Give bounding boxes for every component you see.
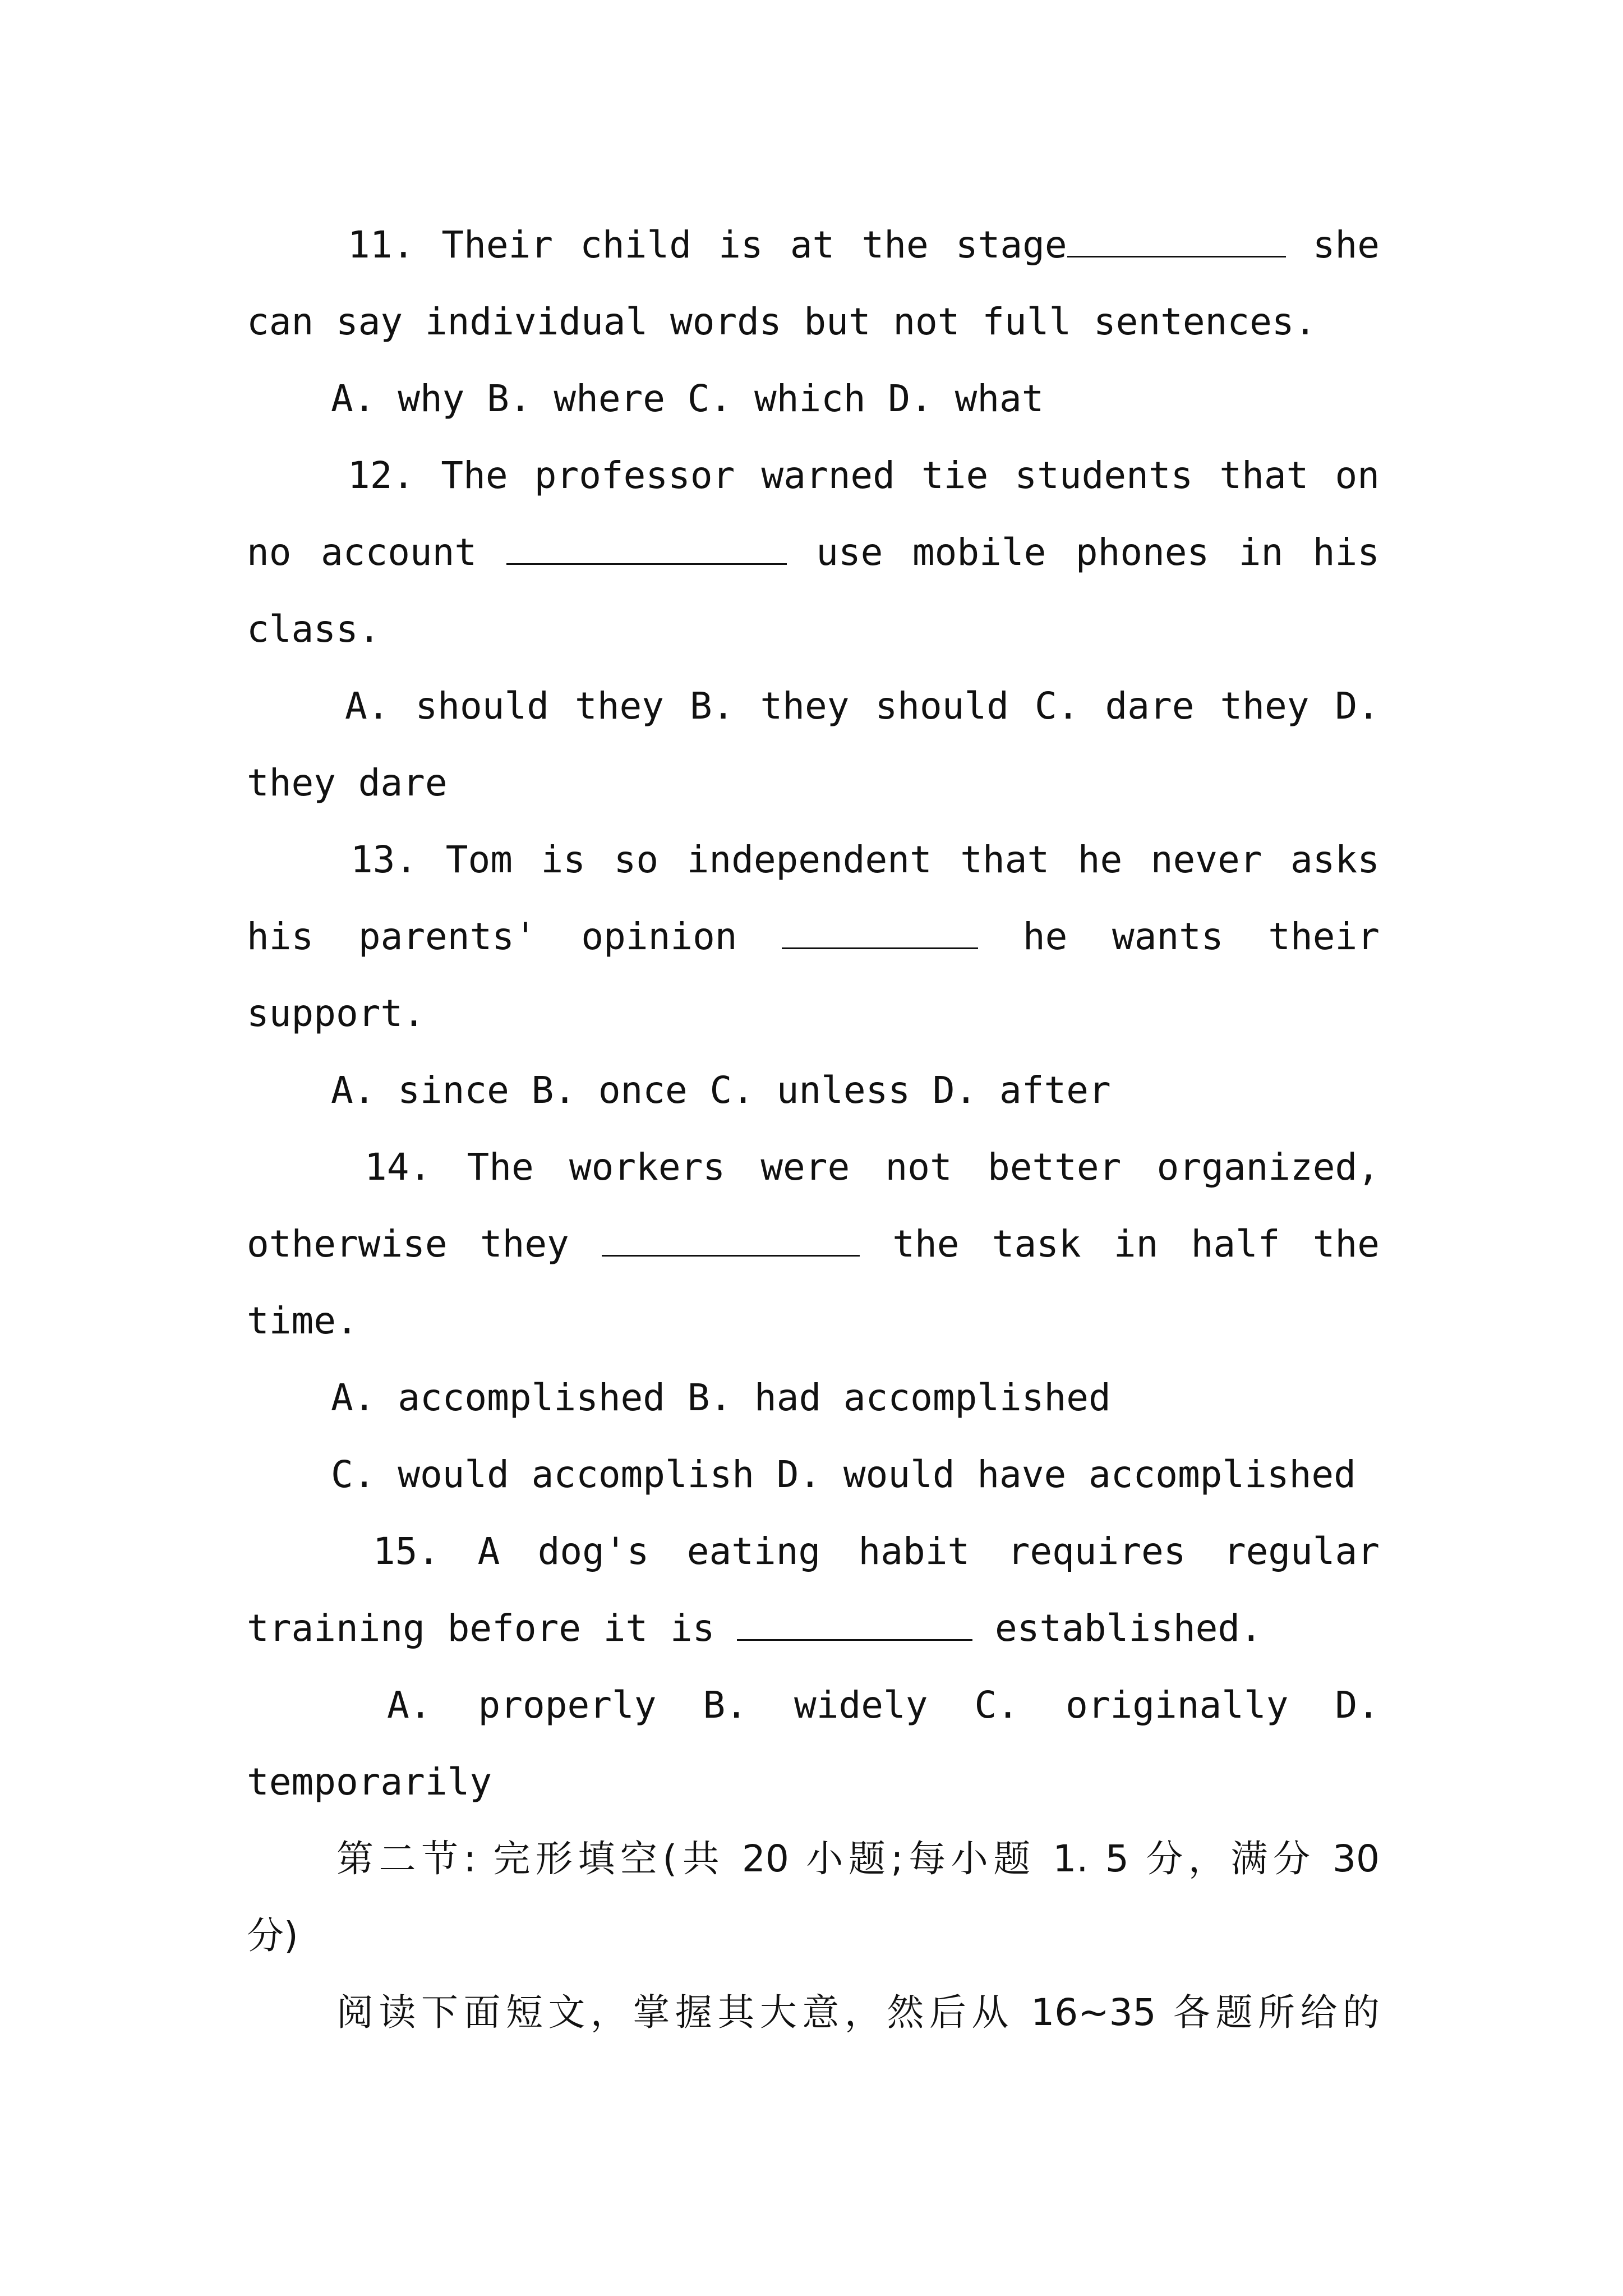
question-14-line-2 — [247, 1205, 1380, 1282]
question-13-line-3: support. — [247, 992, 425, 1035]
question-14-stem-start: otherwise they — [247, 1222, 569, 1266]
question-13-line-1 — [247, 821, 1380, 898]
question-13-line-2 — [247, 898, 1380, 975]
question-14-number: 14. — [365, 1145, 432, 1189]
question-12-stem-start: no account — [247, 531, 477, 574]
question-12-blank[interactable] — [506, 531, 787, 565]
section-2-heading-line-1: 第二节: 完形填空(共 20 小题;每小题 1. 5 分，满分 30 — [336, 1837, 1380, 1880]
question-15-blank[interactable] — [737, 1607, 972, 1641]
question-11-line-1 — [247, 206, 1380, 283]
question-15-options-line-2: temporarily — [247, 1760, 492, 1803]
question-14-line-1 — [247, 1129, 1380, 1205]
question-12-options-line-2: they dare — [247, 761, 448, 804]
question-14-stem-end: the task in half the — [892, 1222, 1380, 1266]
question-15-stem-end: established. — [994, 1607, 1262, 1650]
question-12-stem-line-1: The professor warned tie students that on — [441, 454, 1380, 497]
question-14-blank[interactable] — [602, 1222, 860, 1257]
question-12-stem-end: use mobile phones in his — [816, 531, 1380, 574]
question-15-options-line-1: A. properly B. widely C. originally D. — [387, 1683, 1380, 1727]
question-15-stem-start: training before it is — [247, 1607, 715, 1650]
question-11-blank[interactable] — [1067, 223, 1286, 257]
question-12-line-2 — [247, 514, 1380, 591]
question-15-stem-line-1: A dog's eating habit requires regular — [477, 1530, 1380, 1573]
question-15-number: 15. — [373, 1530, 440, 1573]
question-13-stem-line-1: Tom is so independent that he never asks — [445, 838, 1380, 881]
question-12-number: 12. — [348, 454, 415, 497]
question-13-number: 13. — [351, 838, 418, 881]
question-11-number: 11. — [348, 223, 415, 266]
question-14-stem-line-1: The workers were not better organized, — [467, 1145, 1380, 1189]
question-12-line-1 — [247, 437, 1380, 514]
question-11-line-2: can say individual words but not full sentences. — [247, 300, 1317, 343]
question-11-options: A. why B. where C. which D. what — [331, 377, 1044, 420]
question-13-options: A. since B. once C. unless D. after — [331, 1069, 1111, 1112]
question-12-options-line-1: A. should they B. they should C. dare they D. — [345, 684, 1380, 728]
question-13-stem-end: he wants their — [1022, 915, 1380, 958]
question-14-options-line-1: A. accomplished B. had accomplished — [331, 1376, 1111, 1419]
section-2-instructions: 阅读下面短文，掌握其大意，然后从 16~35 各题所给的 — [336, 1991, 1380, 2034]
question-14-line-3: time. — [247, 1299, 358, 1342]
question-15-line-2 — [247, 1590, 1380, 1667]
section-2-heading-line-2: 分) — [247, 1914, 298, 1957]
question-15-line-1 — [247, 1513, 1380, 1590]
question-13-blank[interactable] — [782, 915, 978, 949]
question-14-options-line-2: C. would accomplish D. would have accomplished — [331, 1453, 1356, 1496]
question-12-line-3: class. — [247, 608, 381, 651]
question-11-stem-end: she — [1312, 223, 1380, 266]
question-11-stem-start: Their child is at the stage — [441, 223, 1067, 266]
question-13-stem-start: his parents' opinion — [247, 915, 737, 958]
